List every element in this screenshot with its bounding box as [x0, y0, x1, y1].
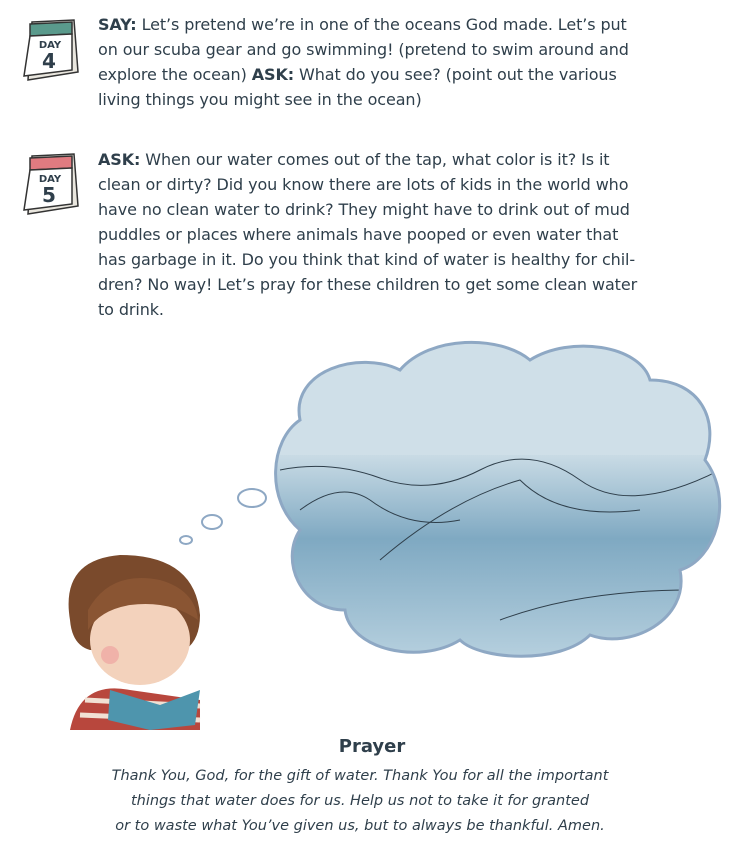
day-5-number: 5 — [42, 183, 56, 207]
prompt-keyword: ASK: — [98, 150, 141, 169]
text-segment: puddles or places where animals have pooped or even water that — [98, 225, 619, 244]
text-segment: on our scuba gear and go swimming! (pretend to swim around and — [98, 40, 629, 59]
prayer-line: or to waste what You’ve given us, but to always be thankful. Amen. — [115, 818, 605, 834]
text-line — [98, 62, 718, 87]
text-segment: Let’s pretend we’re in one of the oceans God made. Let’s put — [136, 15, 627, 34]
text-segment: have no clean water to drink? They might have to drink out of mud — [98, 200, 630, 219]
prompt-keyword: SAY: — [98, 15, 137, 34]
text-segment: to drink. — [98, 300, 164, 319]
text-line — [98, 37, 718, 62]
text-segment: clean or dirty? Did you know there are lots of kids in the world who — [98, 175, 629, 194]
prayer-text — [0, 764, 720, 839]
day-5-text — [98, 147, 718, 322]
text-line — [98, 172, 718, 197]
boy-thinking-of-ocean-illustration — [0, 330, 744, 730]
text-line — [98, 197, 718, 222]
prayer-line: things that water does for us. Help us not to take it for granted — [130, 793, 590, 809]
text-segment: dren? No way! Let’s pray for these children to get some clean water — [98, 275, 638, 294]
text-segment: living things you might see in the ocean) — [98, 90, 422, 109]
day-4-calendar-icon — [20, 14, 82, 84]
text-segment: When our water comes out of the tap, what color is it? Is it — [140, 150, 610, 169]
day-4-text — [98, 12, 718, 112]
text-line — [98, 87, 718, 112]
prompt-keyword: ASK: — [251, 65, 295, 84]
text-line — [98, 247, 718, 272]
text-line — [98, 147, 718, 172]
day-5-calendar-icon — [20, 148, 82, 218]
text-segment: What do you see? (point out the various — [294, 65, 617, 84]
text-segment: has garbage in it. Do you think that kind of water is healthy for chil- — [98, 250, 636, 269]
text-line — [98, 272, 718, 297]
text-line — [98, 12, 718, 37]
day-5-label: DAY — [38, 174, 62, 185]
prayer-line: Thank You, God, for the gift of water. Thank You for all the important — [111, 768, 609, 784]
day-4-label: DAY — [38, 40, 62, 51]
text-line — [98, 297, 718, 322]
boy-reading — [69, 555, 200, 730]
prayer-title: Prayer — [338, 736, 406, 757]
text-line — [98, 222, 718, 247]
day-4-number: 4 — [42, 49, 56, 73]
text-segment: explore the ocean) — [98, 65, 252, 84]
